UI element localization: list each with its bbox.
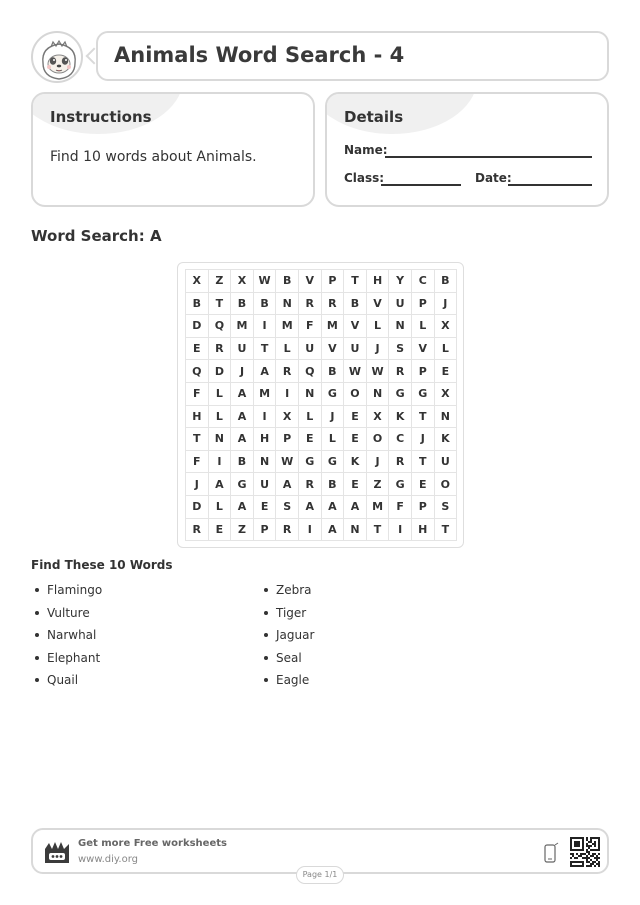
grid-cell[interactable]: A bbox=[322, 519, 345, 542]
grid-cell[interactable]: T bbox=[412, 451, 435, 474]
word-list-item: Narwhal bbox=[32, 627, 102, 650]
grid-cell[interactable]: P bbox=[276, 428, 299, 451]
grid-cell[interactable]: A bbox=[344, 496, 367, 519]
grid-cell[interactable]: X bbox=[367, 406, 390, 429]
grid-cell[interactable]: R bbox=[209, 338, 232, 361]
grid-cell[interactable]: T bbox=[344, 270, 367, 293]
word-list-item: Elephant bbox=[32, 650, 102, 673]
grid-cell[interactable]: H bbox=[186, 406, 209, 429]
footer-promo-text: Get more Free worksheets bbox=[78, 838, 227, 849]
grid-cell[interactable]: C bbox=[389, 428, 412, 451]
grid-cell[interactable]: L bbox=[367, 315, 390, 338]
grid-cell[interactable]: B bbox=[435, 270, 458, 293]
grid-cell[interactable]: Q bbox=[209, 315, 232, 338]
grid-cell[interactable]: A bbox=[276, 473, 299, 496]
grid-cell[interactable]: L bbox=[299, 406, 322, 429]
grid-cell[interactable]: O bbox=[435, 473, 458, 496]
grid-cell[interactable]: Q bbox=[299, 360, 322, 383]
word-list-item: Eagle bbox=[261, 672, 314, 695]
grid-cell[interactable]: R bbox=[299, 293, 322, 316]
word-search-frame bbox=[177, 262, 464, 548]
grid-cell[interactable]: K bbox=[435, 428, 458, 451]
word-list-item: Jaguar bbox=[261, 627, 314, 650]
page-title: Animals Word Search - 4 bbox=[114, 43, 405, 67]
grid-cell[interactable]: T bbox=[412, 406, 435, 429]
title-box bbox=[96, 31, 609, 81]
name-field[interactable] bbox=[385, 156, 592, 158]
word-list-column-1 bbox=[32, 582, 102, 695]
grid-cell[interactable]: B bbox=[344, 293, 367, 316]
grid-cell[interactable]: A bbox=[231, 406, 254, 429]
grid-cell[interactable]: V bbox=[412, 338, 435, 361]
grid-cell[interactable]: A bbox=[322, 496, 345, 519]
grid-cell[interactable]: H bbox=[412, 519, 435, 542]
grid-cell[interactable]: U bbox=[389, 293, 412, 316]
qr-code-icon bbox=[570, 837, 600, 867]
diy-logo-icon bbox=[43, 839, 71, 865]
details-heading: Details bbox=[344, 108, 404, 126]
grid-cell[interactable]: E bbox=[435, 360, 458, 383]
puzzle-title: Word Search: A bbox=[31, 227, 162, 245]
grid-cell[interactable]: G bbox=[389, 473, 412, 496]
grid-cell[interactable]: L bbox=[412, 315, 435, 338]
grid-cell[interactable]: R bbox=[389, 451, 412, 474]
grid-cell[interactable]: J bbox=[322, 406, 345, 429]
grid-cell[interactable]: J bbox=[231, 360, 254, 383]
grid-cell[interactable]: T bbox=[186, 428, 209, 451]
grid-cell[interactable]: E bbox=[299, 428, 322, 451]
grid-cell[interactable]: G bbox=[231, 473, 254, 496]
grid-cell[interactable]: D bbox=[186, 496, 209, 519]
grid-cell[interactable]: S bbox=[389, 338, 412, 361]
date-label: Date: bbox=[475, 171, 512, 185]
grid-cell[interactable]: I bbox=[254, 315, 277, 338]
grid-cell[interactable]: E bbox=[344, 428, 367, 451]
grid-cell[interactable]: E bbox=[254, 496, 277, 519]
grid-cell[interactable]: B bbox=[276, 270, 299, 293]
grid-cell[interactable]: L bbox=[322, 428, 345, 451]
grid-cell[interactable]: J bbox=[435, 293, 458, 316]
grid-cell[interactable]: L bbox=[209, 406, 232, 429]
grid-cell[interactable]: Q bbox=[186, 360, 209, 383]
grid-cell[interactable]: M bbox=[254, 383, 277, 406]
grid-cell[interactable]: T bbox=[367, 519, 390, 542]
grid-cell[interactable]: R bbox=[276, 519, 299, 542]
grid-cell[interactable]: M bbox=[231, 315, 254, 338]
grid-cell[interactable]: B bbox=[231, 293, 254, 316]
grid-cell[interactable]: U bbox=[254, 473, 277, 496]
grid-cell[interactable]: A bbox=[299, 496, 322, 519]
grid-cell[interactable]: G bbox=[412, 383, 435, 406]
grid-cell[interactable]: Z bbox=[231, 519, 254, 542]
grid-cell[interactable]: B bbox=[322, 473, 345, 496]
grid-cell[interactable]: P bbox=[412, 360, 435, 383]
grid-cell[interactable]: N bbox=[367, 383, 390, 406]
grid-cell[interactable]: P bbox=[412, 293, 435, 316]
grid-cell[interactable]: V bbox=[299, 270, 322, 293]
grid-cell[interactable]: H bbox=[367, 270, 390, 293]
grid-cell[interactable]: L bbox=[276, 338, 299, 361]
grid-cell[interactable]: H bbox=[254, 428, 277, 451]
grid-cell[interactable]: M bbox=[322, 315, 345, 338]
grid-cell[interactable]: L bbox=[435, 338, 458, 361]
grid-cell[interactable]: U bbox=[344, 338, 367, 361]
grid-cell[interactable]: B bbox=[254, 293, 277, 316]
grid-cell[interactable]: E bbox=[186, 338, 209, 361]
grid-cell[interactable]: V bbox=[322, 338, 345, 361]
word-search-grid bbox=[185, 269, 457, 541]
grid-cell[interactable]: Z bbox=[209, 270, 232, 293]
word-list-item: Quail bbox=[32, 672, 102, 695]
grid-cell[interactable]: N bbox=[254, 451, 277, 474]
grid-cell[interactable]: A bbox=[231, 428, 254, 451]
grid-cell[interactable]: K bbox=[344, 451, 367, 474]
word-list-title: Find These 10 Words bbox=[31, 558, 173, 572]
grid-cell[interactable]: M bbox=[367, 496, 390, 519]
grid-cell[interactable]: A bbox=[231, 383, 254, 406]
grid-cell[interactable]: K bbox=[389, 406, 412, 429]
details-card bbox=[325, 92, 609, 207]
grid-cell[interactable]: G bbox=[389, 383, 412, 406]
instructions-text: Find 10 words about Animals. bbox=[50, 149, 257, 165]
grid-cell[interactable]: E bbox=[344, 473, 367, 496]
grid-cell[interactable]: W bbox=[254, 270, 277, 293]
grid-cell[interactable]: G bbox=[322, 451, 345, 474]
grid-cell[interactable]: R bbox=[299, 473, 322, 496]
grid-cell[interactable]: W bbox=[367, 360, 390, 383]
footer-website-link[interactable]: www.diy.org bbox=[78, 854, 138, 865]
word-list-item: Flamingo bbox=[32, 582, 102, 605]
class-field[interactable] bbox=[381, 184, 461, 186]
grid-cell[interactable]: I bbox=[276, 383, 299, 406]
grid-cell[interactable]: G bbox=[322, 383, 345, 406]
grid-cell[interactable]: N bbox=[276, 293, 299, 316]
grid-cell[interactable]: T bbox=[435, 519, 458, 542]
grid-cell[interactable]: E bbox=[344, 406, 367, 429]
grid-cell[interactable]: U bbox=[231, 338, 254, 361]
grid-cell[interactable]: I bbox=[389, 519, 412, 542]
grid-cell[interactable]: I bbox=[254, 406, 277, 429]
grid-cell[interactable]: X bbox=[231, 270, 254, 293]
grid-cell[interactable]: R bbox=[276, 360, 299, 383]
grid-cell[interactable]: L bbox=[209, 383, 232, 406]
grid-cell[interactable]: A bbox=[231, 496, 254, 519]
grid-cell[interactable]: B bbox=[186, 293, 209, 316]
grid-cell[interactable]: N bbox=[389, 315, 412, 338]
grid-cell[interactable]: F bbox=[299, 315, 322, 338]
grid-cell[interactable]: J bbox=[412, 428, 435, 451]
grid-cell[interactable]: A bbox=[209, 473, 232, 496]
page-number: Page 1/1 bbox=[296, 866, 344, 884]
grid-cell[interactable]: X bbox=[276, 406, 299, 429]
grid-cell[interactable]: M bbox=[276, 315, 299, 338]
grid-cell[interactable]: T bbox=[254, 338, 277, 361]
grid-cell[interactable]: F bbox=[186, 451, 209, 474]
grid-cell[interactable]: Z bbox=[367, 473, 390, 496]
instructions-card bbox=[31, 92, 315, 207]
sloth-mascot-icon bbox=[31, 31, 83, 83]
grid-cell[interactable]: T bbox=[209, 293, 232, 316]
instructions-heading: Instructions bbox=[50, 108, 152, 126]
grid-cell[interactable]: X bbox=[435, 383, 458, 406]
grid-cell[interactable]: I bbox=[209, 451, 232, 474]
date-field[interactable] bbox=[508, 184, 592, 186]
phone-icon bbox=[543, 842, 559, 864]
grid-cell[interactable]: N bbox=[435, 406, 458, 429]
grid-cell[interactable]: N bbox=[299, 383, 322, 406]
name-label: Name: bbox=[344, 143, 388, 157]
grid-cell[interactable]: P bbox=[254, 519, 277, 542]
grid-cell[interactable]: N bbox=[209, 428, 232, 451]
grid-cell[interactable]: Y bbox=[389, 270, 412, 293]
grid-cell[interactable]: L bbox=[209, 496, 232, 519]
grid-cell[interactable]: V bbox=[344, 315, 367, 338]
grid-cell[interactable]: I bbox=[299, 519, 322, 542]
grid-cell[interactable]: V bbox=[367, 293, 390, 316]
grid-cell[interactable]: D bbox=[186, 315, 209, 338]
grid-cell[interactable]: W bbox=[276, 451, 299, 474]
grid-cell[interactable]: R bbox=[186, 519, 209, 542]
grid-cell[interactable]: J bbox=[367, 451, 390, 474]
grid-cell[interactable]: B bbox=[231, 451, 254, 474]
grid-cell[interactable]: O bbox=[367, 428, 390, 451]
grid-cell[interactable]: X bbox=[435, 315, 458, 338]
grid-cell[interactable]: D bbox=[209, 360, 232, 383]
grid-cell[interactable]: A bbox=[254, 360, 277, 383]
word-list-item: Zebra bbox=[261, 582, 314, 605]
grid-cell[interactable]: B bbox=[322, 360, 345, 383]
grid-cell[interactable]: F bbox=[389, 496, 412, 519]
grid-cell[interactable]: J bbox=[367, 338, 390, 361]
grid-cell[interactable]: U bbox=[435, 451, 458, 474]
grid-cell[interactable]: E bbox=[412, 473, 435, 496]
grid-cell[interactable]: U bbox=[299, 338, 322, 361]
class-label: Class: bbox=[344, 171, 385, 185]
grid-cell[interactable]: X bbox=[186, 270, 209, 293]
word-list-item: Tiger bbox=[261, 605, 314, 628]
grid-cell[interactable]: O bbox=[344, 383, 367, 406]
grid-cell[interactable]: C bbox=[412, 270, 435, 293]
grid-cell[interactable]: W bbox=[344, 360, 367, 383]
word-list-item: Seal bbox=[261, 650, 314, 673]
grid-cell[interactable]: S bbox=[276, 496, 299, 519]
grid-cell[interactable]: R bbox=[389, 360, 412, 383]
grid-cell[interactable]: R bbox=[322, 293, 345, 316]
grid-cell[interactable]: J bbox=[186, 473, 209, 496]
word-list-item: Vulture bbox=[32, 605, 102, 628]
grid-cell[interactable]: G bbox=[299, 451, 322, 474]
word-list-column-2 bbox=[261, 582, 314, 695]
grid-cell[interactable]: N bbox=[344, 519, 367, 542]
grid-cell[interactable]: P bbox=[322, 270, 345, 293]
grid-cell[interactable]: F bbox=[186, 383, 209, 406]
grid-cell[interactable]: S bbox=[435, 496, 458, 519]
grid-cell[interactable]: P bbox=[412, 496, 435, 519]
grid-cell[interactable]: E bbox=[209, 519, 232, 542]
